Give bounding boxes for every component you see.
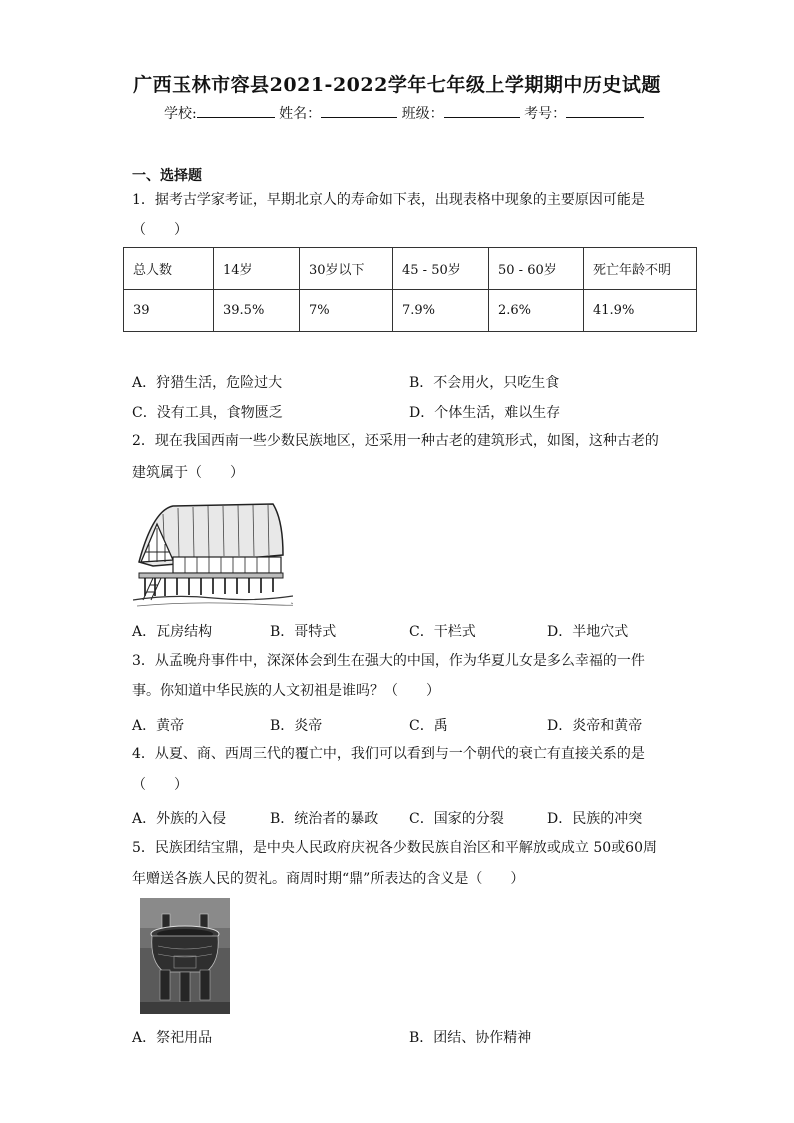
section-heading: 一、选择题 (132, 168, 202, 184)
q1-option-c[interactable]: C．没有工具，食物匮乏 (132, 405, 283, 421)
table-header-cell: 总人数 (124, 248, 214, 290)
q3-option-a[interactable]: A．黄帝 (132, 718, 185, 734)
q2-option-c[interactable]: C．干栏式 (409, 624, 476, 640)
q2-option-d[interactable]: D．半地穴式 (547, 624, 629, 640)
student-info-line (164, 103, 644, 123)
table-header-cell: 14岁 (214, 248, 300, 290)
table-cell: 2.6% (489, 290, 584, 332)
table-header-cell: 死亡年龄不明 (584, 248, 697, 290)
question-4-line1: 4．从夏、商、西周三代的覆亡中，我们可以看到与一个朝代的衰亡有直接关系的是 (132, 746, 645, 762)
q2-option-b[interactable]: B．哥特式 (270, 624, 337, 640)
table-cell: 7.9% (393, 290, 489, 332)
question-1-line2: （ ） (132, 222, 188, 238)
question-4-line2: （ ） (132, 777, 188, 793)
table-cell: 39.5% (214, 290, 300, 332)
question-2-line1: 2．现在我国西南一些少数民族地区，还采用一种古老的建筑形式，如图，这种古老的 (132, 433, 659, 449)
table-row (124, 290, 697, 332)
q1-option-b[interactable]: B．不会用火，只吃生食 (409, 375, 560, 391)
exam-number-label: 考号： (524, 106, 567, 122)
q2-option-a[interactable]: A．瓦房结构 (132, 624, 213, 640)
table-header-row (124, 248, 697, 290)
q5-option-b[interactable]: B．团结、协作精神 (409, 1030, 532, 1046)
question-2-line2: 建筑属于（ ） (132, 465, 244, 481)
question-5-line2: 年赠送各族人民的贺礼。商周时期“鼎”所表达的含义是（ ） (132, 871, 525, 887)
q4-option-d[interactable]: D．民族的冲突 (547, 811, 643, 827)
q4-option-a[interactable]: A．外族的入侵 (132, 811, 227, 827)
page-title: 广西玉林市容县2021-2022学年七年级上学期期中历史试题 (133, 74, 661, 96)
table-cell: 7% (300, 290, 393, 332)
table-cell: 39 (124, 290, 214, 332)
q1-option-d[interactable]: D．个体生活，难以生存 (409, 405, 561, 421)
q4-option-b[interactable]: B．统治者的暴政 (270, 811, 379, 827)
bronze-ding-image (140, 898, 230, 1014)
stilt-house-image (133, 500, 293, 610)
question-5-line1: 5．民族团结宝鼎，是中央人民政府庆祝各少数民族自治区和平解放或成立 50或60周 (132, 840, 657, 856)
class-blank[interactable] (444, 103, 520, 118)
class-label: 班级： (401, 106, 444, 122)
school-label: 学校: (164, 106, 197, 122)
question-1-line1: 1．据考古学家考证，早期北京人的寿命如下表，出现表格中现象的主要原因可能是 (132, 192, 645, 208)
name-label: 姓名： (279, 106, 322, 122)
table-header-cell: 50 - 60岁 (489, 248, 584, 290)
q1-option-a[interactable]: A．狩猎生活，危险过大 (132, 375, 283, 391)
q5-option-a[interactable]: A．祭祀用品 (132, 1030, 213, 1046)
exam-number-blank[interactable] (566, 103, 644, 118)
table-cell: 41.9% (584, 290, 697, 332)
table-header-cell: 30岁以下 (300, 248, 393, 290)
name-blank[interactable] (321, 103, 397, 118)
lifespan-table (123, 247, 697, 332)
question-3-line1: 3．从孟晚舟事件中，深深体会到生在强大的中国，作为华夏儿女是多么幸福的一件 (132, 653, 645, 669)
table-header-cell: 45 - 50岁 (393, 248, 489, 290)
q3-option-b[interactable]: B．炎帝 (270, 718, 323, 734)
q4-option-c[interactable]: C．国家的分裂 (409, 811, 504, 827)
q3-option-d[interactable]: D．炎帝和黄帝 (547, 718, 643, 734)
q3-option-c[interactable]: C．禹 (409, 718, 448, 734)
school-blank[interactable] (197, 103, 275, 118)
question-3-line2: 事。你知道中华民族的人文初祖是谁吗？（ ） (132, 683, 440, 699)
